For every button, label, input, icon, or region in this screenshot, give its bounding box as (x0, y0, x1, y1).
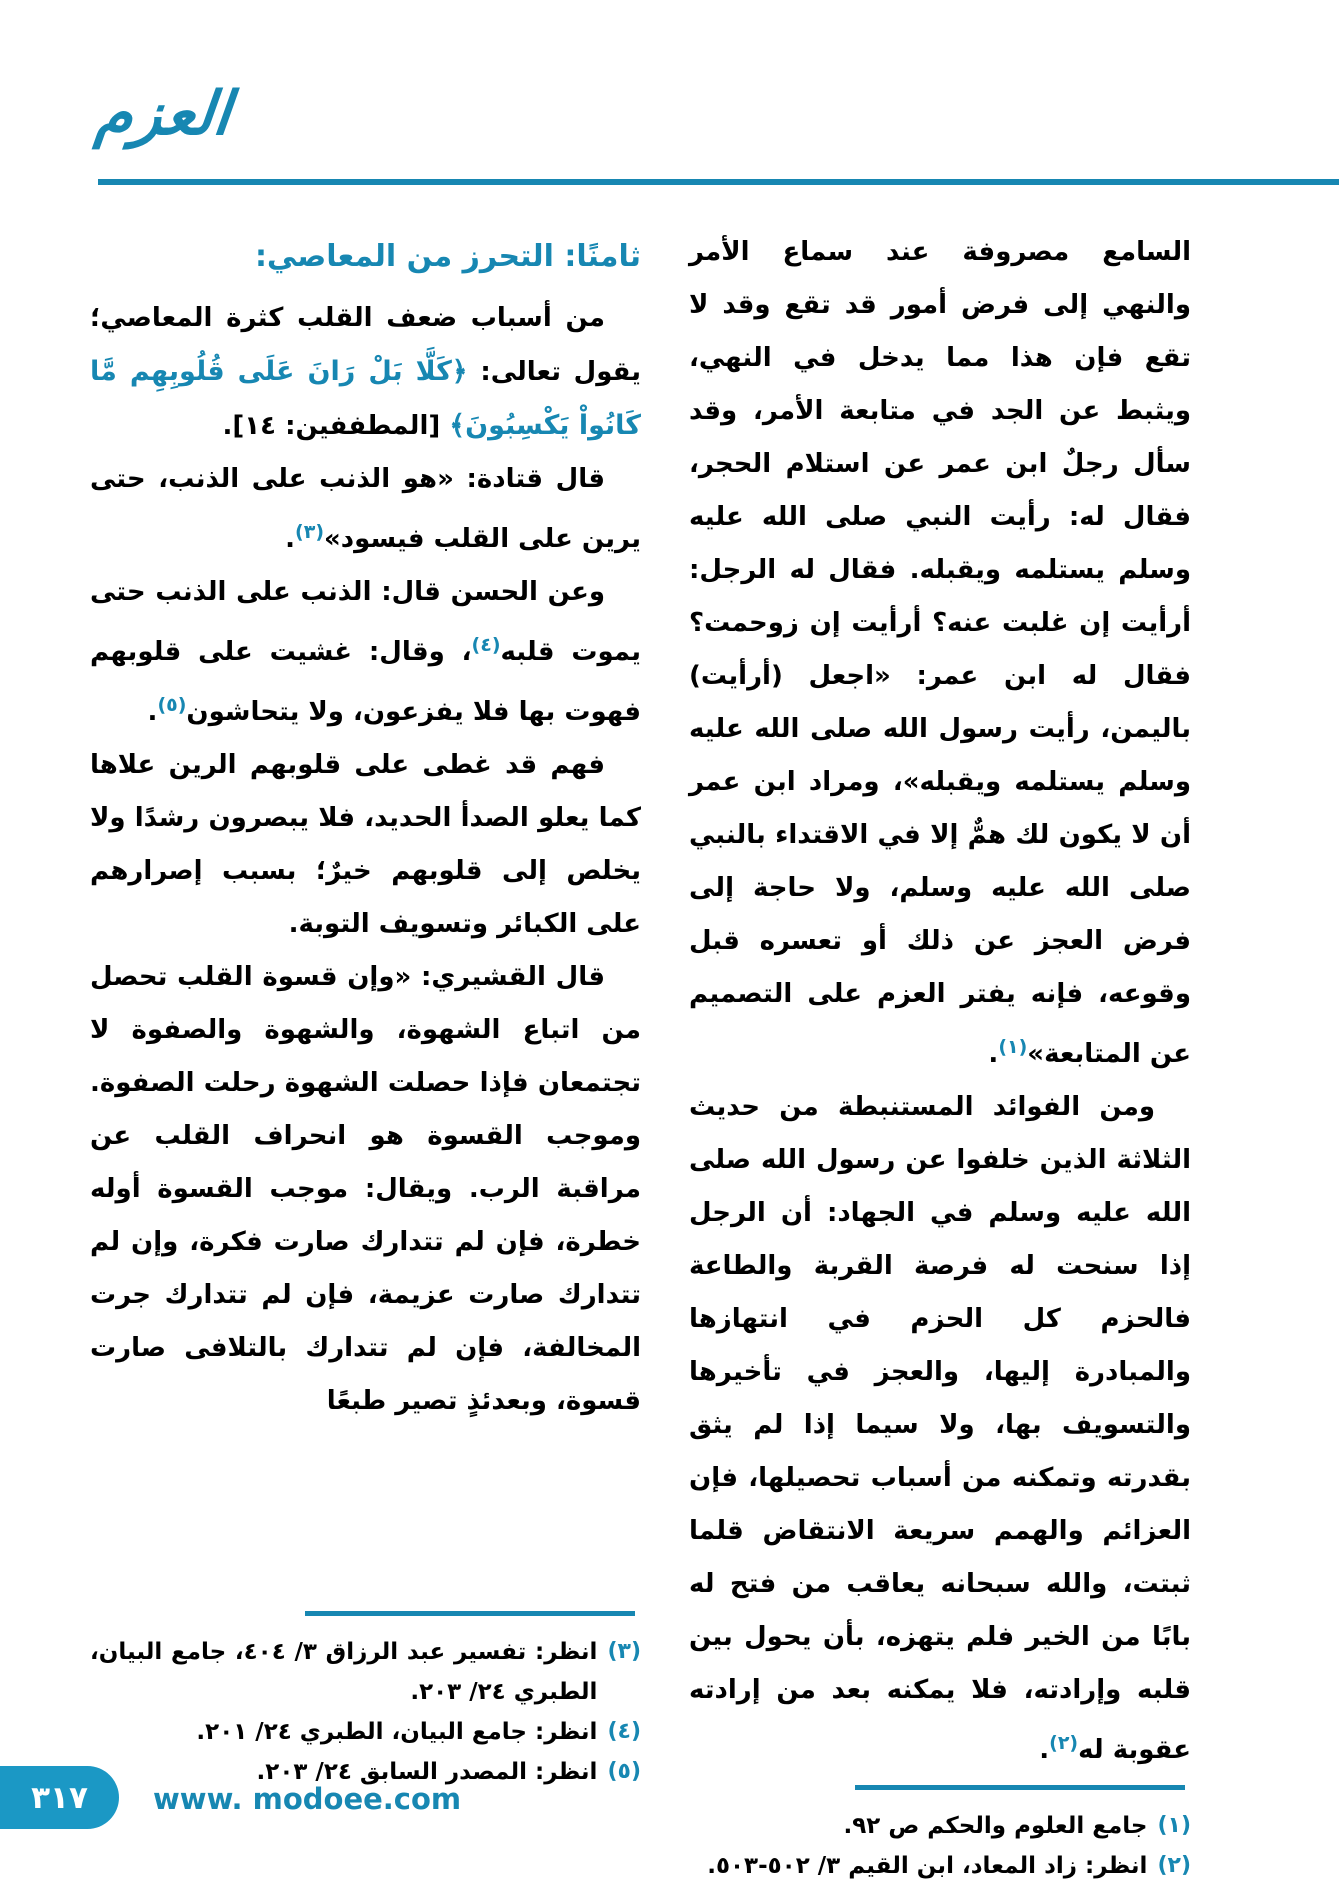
footnote-number: (٥) (607, 1759, 641, 1784)
footnote-marker: (١) (998, 1036, 1028, 1058)
text-segment: السامع مصروفة عند سماع الأمر والنهي إلى فرض أمور قد تقع وقد لا تقع فإن هذا مما يدخل في النهي، ويثبط عن الجد في متابعة الأمر، وقد سأل رجلٌ ابن عمر عن استلام الحجر، فقال له: رأيت النبي صلى الله عليه وسلم يستلمه ويقبله. فقال له الرجل: أرأيت إن غلبت عنه؟ أرأيت إن زوحمت؟ فقال له ابن عمر: «اجعل (أرأيت) باليمن، رأيت رسول الله صلى الله عليه وسلم يستلمه ويقبله»، ومراد ابن عمر أن لا يكون لك همٌّ إلا في الاقتداء بالنبي صلى الله عليه وسلم، ولا حاجة إلى فرض العجز عن ذلك أو تعسره قبل وقوعه، فإنه يفتر العزم على التصميم عن المتابعة» (689, 237, 1191, 1069)
text-segment: [المطففين: ١٤]. (222, 411, 450, 441)
footnote-number: (٤) (607, 1719, 641, 1744)
text-segment: من أسباب ضعف القلب كثرة المعاصي؛ يقول تعالى: (90, 303, 641, 387)
text-segment: ومن الفوائد المستنبطة من حديث الثلاثة الذين خلفوا عن رسول الله صلى الله عليه وسلم في الجهاد: أن الرجل إذا سنحت له فرصة القربة والطاعة فالحزم كل الحزم في انتهازها والمبادرة إليها، والعجز في تأخيرها والتسويف بها، ولا سيما إذا لم يثق بقدرته وتمكنه من أسباب تحصيلها، فإن العزائم والهمم سريعة الانتقاض قلما ثبتت، والله سبحانه يعاقب من فتح له بابًا من الخير فلم يتهزه، بأن يحول بين قلبه وإرادته، فلا يمكنه بعد من إرادته عقوبة له (689, 1092, 1191, 1765)
footnote-divider (305, 1611, 635, 1616)
footnote-marker: (٤) (471, 634, 501, 656)
paragraph (90, 292, 641, 453)
footnote-divider (855, 1785, 1185, 1790)
page-number-tab (0, 1766, 119, 1829)
website-text: www. modoee.com (153, 1782, 462, 1816)
main-text-column (689, 226, 1191, 1879)
quran-verse: ﴿كَلَّا بَلْ رَانَ عَلَى قُلُوبِهِم مَّا كَانُواْ يَكْسِبُونَ﴾ (90, 356, 641, 441)
footnote-row (90, 1632, 641, 1712)
paragraph (90, 566, 641, 739)
text-segment: وعن الحسن قال: الذنب على الذنب حتى يموت قلبه (90, 577, 641, 667)
footnote-marker: (٥) (157, 694, 187, 716)
text-segment: . (1039, 1735, 1050, 1765)
paragraph (90, 739, 641, 951)
footnote-row (689, 1806, 1191, 1846)
text-segment: فهم قد غطى على قلوبهم الرين علاها كما يعلو الصدأ الحديد، فلا يبصرون رشدًا ولا يخلص إلى قلوبهم خيرٌ؛ بسبب إصرارهم على الكبائر وتسويف التوبة. (90, 750, 641, 939)
section-heading: ثامنًا: التحرز من المعاصي: (254, 239, 641, 274)
footnote-row (90, 1712, 641, 1752)
footnote-text: انظر: تفسير عبد الرزاق ٣/ ٤٠٤، جامع البيان، الطبري ٢٤/ ٢٠٣. (90, 1639, 598, 1705)
footnote-marker: (٣) (295, 521, 324, 543)
text-segment: ، وقال: غشيت على قلوبهم فهوت بها فلا يفزعون، ولا يتحاشون (90, 637, 641, 727)
text-segment: . (147, 697, 158, 727)
footnote-text: جامع العلوم والحكم ص ٩٢. (843, 1813, 1148, 1839)
footnotes-main (689, 1777, 1191, 1886)
paragraph (689, 226, 1191, 1081)
text-segment: . (988, 1039, 999, 1069)
paragraph (689, 1081, 1191, 1777)
page-number: ٣١٧ (31, 1779, 88, 1816)
book-title-calligraphy: العزم (92, 79, 234, 149)
footnote-text: انظر: المصدر السابق ٢٤/ ٢٠٣. (256, 1759, 598, 1785)
footnote-number: (١) (1157, 1813, 1191, 1838)
header-divider (98, 179, 1339, 185)
footnote-marker: (٢) (1049, 1732, 1079, 1754)
footnote-row (689, 1846, 1191, 1886)
text-segment: قال قتادة: «هو الذنب على الذنب، حتى يرين على القلب فيسود» (90, 464, 641, 554)
footnote-number: (٣) (607, 1639, 641, 1664)
footnote-text: انظر: جامع البيان، الطبري ٢٤/ ٢٠١. (196, 1719, 598, 1745)
paragraph (90, 951, 641, 1428)
text-segment: قال القشيري: «وإن قسوة القلب تحصل من اتباع الشهوة، والشهوة والصفوة لا تجتمعان فإذا حصلت الشهوة رحلت الصفوة. وموجب القسوة هو انحراف القلب عن مراقبة الرب. ويقال: موجب القسوة أوله خطرة، فإن لم تتدارك صارت فكرة، وإن لم تتدارك صارت عزيمة، فإن لم تتدارك جرت المخالفة، فإن لم تتدارك بالتلافى صارت قسوة، وبعدئذٍ تصير طبعًا (90, 962, 641, 1416)
footnotes-section (90, 1603, 641, 1792)
footnote-text: انظر: زاد المعاد، ابن القيم ٣/ ٥٠٢-٥٠٣. (707, 1853, 1148, 1879)
section-column (90, 226, 641, 1792)
text-segment: . (285, 524, 296, 554)
paragraph (90, 453, 641, 566)
footnote-number: (٢) (1157, 1853, 1191, 1878)
